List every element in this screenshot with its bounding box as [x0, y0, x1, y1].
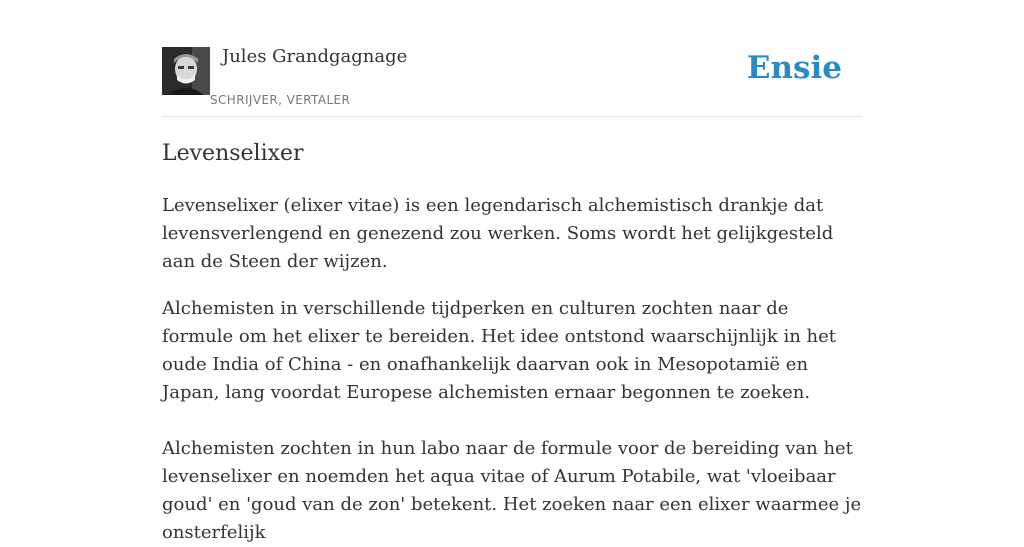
article-paragraph: Alchemisten zochten in hun labo naar de formule voor de bereiding van het levenselixer en noemden het aqua vitae of Aurum Potabile, wat 'vloeibaar goud' en 'goud van de zon' betekent. Het zoeken naar een elixer waarmee je onsterfelijk [162, 438, 862, 543]
article-body [162, 192, 862, 547]
article-header [162, 40, 862, 117]
author-photo-icon [162, 47, 210, 95]
author-avatar[interactable] [162, 47, 210, 95]
article-title: Levenselixer [162, 141, 304, 166]
author-name[interactable]: Jules Grandgagnage [222, 46, 408, 67]
article-paragraph: Alchemisten in verschillende tijdperken en culturen zochten naar de formule om het elixer te bereiden. Het idee ontstond waarschijnlijk in het oude India of China - en onafhankelijk daarvan ook in Mesopotamië en Japan, lang voordat Europese alchemisten ernaar begonnen te zoeken. [162, 298, 837, 403]
article-paragraph: Levenselixer (elixer vitae) is een legendarisch alchemistisch drankje dat levensverlengend en genezend zou werken. Soms wordt het gelijkgesteld aan de Steen der wijzen. [162, 195, 834, 272]
author-role: SCHRIJVER, VERTALER [210, 93, 351, 107]
ensie-logo-link[interactable]: Ensie [746, 50, 842, 86]
